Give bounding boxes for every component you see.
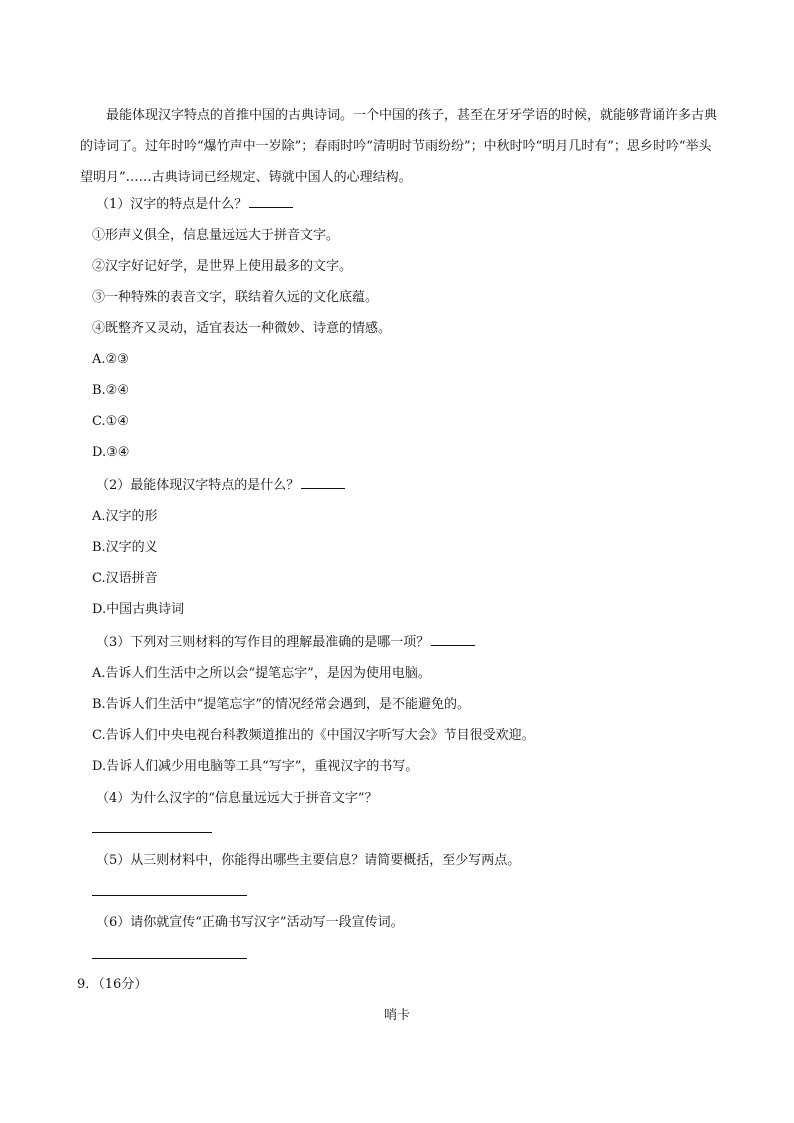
option-a: A.告诉人们生活中之所以会“提笔忘字”，是因为使用电脑。 [92,666,431,681]
answer-line [92,832,212,833]
question-1 [96,195,293,215]
option-a: A.汉字的形 [92,509,158,524]
answer-blank [431,644,475,646]
option-b: B.告诉人们生活中“提笔忘字”的情况经常会遇到，是不能避免的。 [92,697,470,712]
answer-blank [249,206,293,208]
option-b: B.汉字的义 [92,540,158,555]
question-6: （6）请你就宣传“正确书写汉字”活动写一段宣传词。 [96,915,404,930]
option-c: C.告诉人们中央电视台科教频道推出的《中国汉字听写大会》节目很受欢迎。 [92,728,535,743]
question-9-heading: 9．（16分） [77,977,148,992]
question-4: （4）为什么汉字的“信息量远远大于拼音文字”？ [96,791,378,806]
question-1-label: （1）汉字的特点是什么？ [96,197,248,212]
question-5: （5）从三则材料中，你能得出哪些主要信息？请简要概括，至少写两点。 [96,853,521,868]
option-d: D.③④ [92,445,130,460]
option-c: C.①④ [92,414,129,429]
passage-paragraph: 最能体现汉字特点的首推中国的古典诗词。一个中国的孩子，甚至在牙牙学语的时候，就能够背诵许多古典的诗词了。过年时吟“爆竹声中一岁除”；春雨时吟“清明时节雨纷纷”；中秋时吟“明月几时有”；思乡时吟“举头望明月”……古典诗词已经规定、铸就中国人的心理结构。 [80,108,718,185]
answer-line [92,958,247,959]
answer-blank [301,487,345,489]
statement-2: ②汉字好记好学，是世界上使用最多的文字。 [92,259,353,274]
statement-3: ③一种特殊的表音文字，联结着久远的文化底蕴。 [92,290,379,305]
question-3 [96,633,475,653]
statement-1: ①形声义俱全，信息量远远大于拼音文字。 [92,228,340,243]
option-d: D.告诉人们减少用电脑等工具“写字”，重视汉字的书写。 [92,759,419,774]
statement-4: ④既整齐又灵动，适宜表达一种微妙、诗意的情感。 [92,321,392,336]
option-c: C.汉语拼音 [92,571,158,586]
question-2-label: （2）最能体现汉字特点的是什么？ [96,478,300,493]
answer-line [92,895,247,896]
question-3-label: （3）下列对三则材料的写作目的理解最准确的是哪一项？ [96,635,430,650]
section-title: 哨卡 [383,1008,410,1023]
option-b: B.②④ [92,383,129,398]
question-2 [96,476,345,496]
option-a: A.②③ [92,352,129,367]
option-d: D.中国古典诗词 [92,602,185,617]
